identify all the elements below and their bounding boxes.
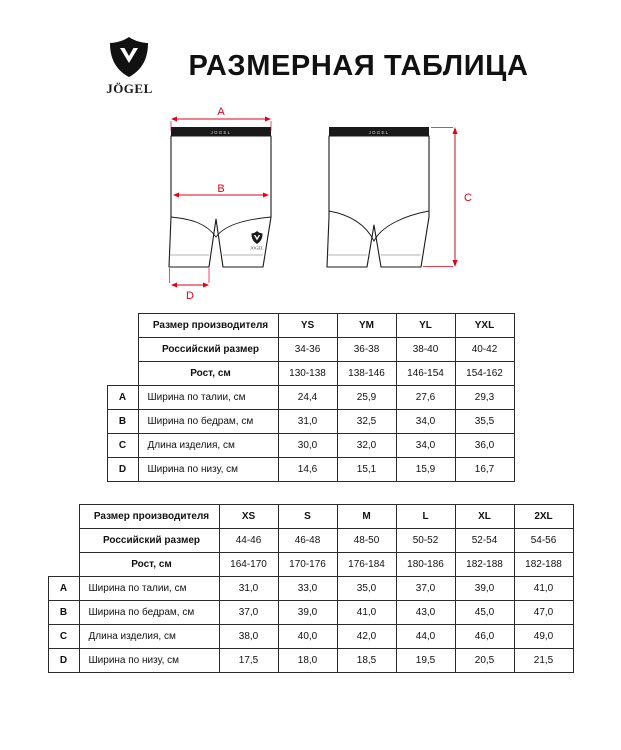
row-label-cell	[107, 362, 138, 386]
size-tables	[0, 313, 621, 673]
cell-value: 35,5	[455, 410, 514, 434]
row-description: Рост, см	[138, 362, 278, 386]
row-label-cell	[107, 338, 138, 362]
row-description: Длина изделия, см	[79, 625, 219, 649]
cell-value: 39,0	[278, 601, 337, 625]
cell-value: 18,0	[278, 649, 337, 673]
cell-value: 40-42	[455, 338, 514, 362]
jogel-shield-icon	[107, 36, 151, 78]
cell-value: 47,0	[514, 601, 573, 625]
cell-value: 32,0	[337, 434, 396, 458]
adult-sizes-table	[48, 504, 574, 673]
table-row	[48, 553, 573, 577]
table-row	[107, 434, 514, 458]
cell-value: 42,0	[337, 625, 396, 649]
brand-logo	[92, 36, 166, 97]
svg-text:JOGEL: JOGEL	[368, 130, 389, 135]
cell-value: 130-138	[278, 362, 337, 386]
cell-value: 21,5	[514, 649, 573, 673]
cell-value: 54-56	[514, 529, 573, 553]
page-title: РАЗМЕРНАЯ ТАБЛИЦА	[188, 50, 529, 82]
cell-value: 45,0	[455, 601, 514, 625]
youth-sizes-table	[107, 313, 515, 482]
shorts-illustration	[0, 107, 621, 307]
cell-value: 34-36	[278, 338, 337, 362]
row-description: Ширина по низу, см	[79, 649, 219, 673]
cell-value: 44-46	[219, 529, 278, 553]
cell-value: M	[337, 505, 396, 529]
cell-value: 36,0	[455, 434, 514, 458]
cell-value: 138-146	[337, 362, 396, 386]
cell-value: 20,5	[455, 649, 514, 673]
row-label-cell: D	[48, 649, 79, 673]
cell-value: XL	[455, 505, 514, 529]
cell-value: 15,9	[396, 458, 455, 482]
table-row	[107, 314, 514, 338]
cell-value: 170-176	[278, 553, 337, 577]
cell-value: 27,6	[396, 386, 455, 410]
cell-value: 38-40	[396, 338, 455, 362]
row-label-cell: C	[48, 625, 79, 649]
cell-value: L	[396, 505, 455, 529]
cell-value: 46,0	[455, 625, 514, 649]
row-label-cell: A	[48, 577, 79, 601]
cell-value: 43,0	[396, 601, 455, 625]
cell-value: XS	[219, 505, 278, 529]
row-label-cell: A	[107, 386, 138, 410]
table-row	[48, 505, 573, 529]
cell-value: YL	[396, 314, 455, 338]
table-row	[48, 625, 573, 649]
row-label-cell: B	[48, 601, 79, 625]
cell-value: S	[278, 505, 337, 529]
cell-value: 48-50	[337, 529, 396, 553]
cell-value: 164-170	[219, 553, 278, 577]
row-label-cell	[48, 505, 79, 529]
cell-value: 33,0	[278, 577, 337, 601]
cell-value: 29,3	[455, 386, 514, 410]
row-description: Ширина по бедрам, см	[138, 410, 278, 434]
cell-value: 19,5	[396, 649, 455, 673]
cell-value: 31,0	[278, 410, 337, 434]
row-label-cell: C	[107, 434, 138, 458]
row-label-cell	[48, 553, 79, 577]
table-row	[107, 386, 514, 410]
cell-value: 46-48	[278, 529, 337, 553]
row-label-cell: B	[107, 410, 138, 434]
shorts-back-view	[327, 127, 429, 267]
cell-value: 182-188	[514, 553, 573, 577]
row-label-cell	[107, 314, 138, 338]
measure-label-b: B	[216, 183, 225, 195]
row-description: Рост, см	[79, 553, 219, 577]
row-description: Размер производителя	[79, 505, 219, 529]
row-description: Ширина по низу, см	[138, 458, 278, 482]
cell-value: YM	[337, 314, 396, 338]
table-row	[107, 410, 514, 434]
measure-label-d: D	[185, 290, 194, 302]
cell-value: 2XL	[514, 505, 573, 529]
cell-value: 32,5	[337, 410, 396, 434]
table-row	[107, 362, 514, 386]
cell-value: 24,4	[278, 386, 337, 410]
cell-value: 154-162	[455, 362, 514, 386]
cell-value: 176-184	[337, 553, 396, 577]
table-row	[48, 649, 573, 673]
measure-label-c: C	[463, 192, 472, 204]
cell-value: 180-186	[396, 553, 455, 577]
cell-value: 41,0	[514, 577, 573, 601]
cell-value: 49,0	[514, 625, 573, 649]
cell-value: 31,0	[219, 577, 278, 601]
cell-value: 37,0	[219, 601, 278, 625]
shorts-front-view	[169, 127, 271, 267]
youth-sizes-body	[107, 314, 514, 482]
cell-value: 35,0	[337, 577, 396, 601]
adult-sizes-body	[48, 505, 573, 673]
row-description: Длина изделия, см	[138, 434, 278, 458]
row-description: Российский размер	[138, 338, 278, 362]
cell-value: 30,0	[278, 434, 337, 458]
cell-value: 25,9	[337, 386, 396, 410]
row-description: Ширина по талии, см	[79, 577, 219, 601]
cell-value: 15,1	[337, 458, 396, 482]
cell-value: 50-52	[396, 529, 455, 553]
table-row	[107, 458, 514, 482]
cell-value: 18,5	[337, 649, 396, 673]
cell-value: 17,5	[219, 649, 278, 673]
cell-value: 34,0	[396, 434, 455, 458]
row-label-cell: D	[107, 458, 138, 482]
row-description: Ширина по талии, см	[138, 386, 278, 410]
cell-value: 37,0	[396, 577, 455, 601]
cell-value: 39,0	[455, 577, 514, 601]
row-label-cell	[48, 529, 79, 553]
row-description: Ширина по бедрам, см	[79, 601, 219, 625]
svg-text:JOGEL: JOGEL	[249, 245, 264, 251]
page-header	[0, 0, 621, 97]
row-description: Российский размер	[79, 529, 219, 553]
cell-value: 38,0	[219, 625, 278, 649]
cell-value: YXL	[455, 314, 514, 338]
cell-value: 36-38	[337, 338, 396, 362]
table-row	[107, 338, 514, 362]
cell-value: 182-188	[455, 553, 514, 577]
row-description: Размер производителя	[138, 314, 278, 338]
measure-label-a: A	[216, 107, 225, 118]
cell-value: YS	[278, 314, 337, 338]
cell-value: 41,0	[337, 601, 396, 625]
svg-text:JOGEL: JOGEL	[210, 130, 231, 135]
cell-value: 44,0	[396, 625, 455, 649]
table-row	[48, 577, 573, 601]
cell-value: 52-54	[455, 529, 514, 553]
brand-name: JÖGEL	[106, 81, 153, 96]
cell-value: 40,0	[278, 625, 337, 649]
cell-value: 34,0	[396, 410, 455, 434]
table-row	[48, 601, 573, 625]
cell-value: 146-154	[396, 362, 455, 386]
cell-value: 14,6	[278, 458, 337, 482]
cell-value: 16,7	[455, 458, 514, 482]
table-row	[48, 529, 573, 553]
